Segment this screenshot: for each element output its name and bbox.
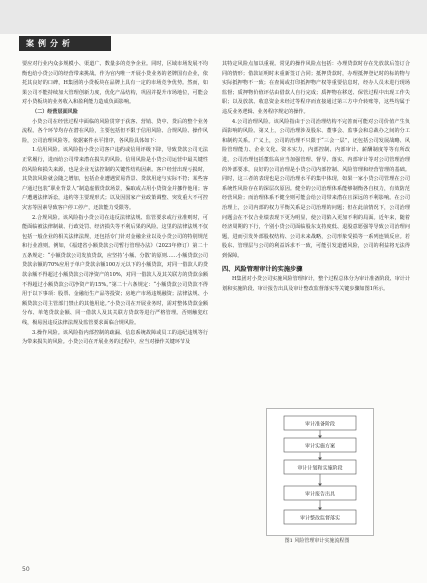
flow-step-label: 审计报告出具 (304, 491, 336, 498)
paragraph: 2.合规风险。该风险指小贷公司在违反法律法规、监管要求或行业准则时，可能面临被法律制裁、行政处罚、经济损失等不利后果的风险。这里的法律法规不仅包括一般企业的相关法律法规，还包括专门针对金融企业以及小贷公司的特别规范和行业准则。例如，《福建省小额贷款公司暂行管理办法》（2023年修订）第二十五条规定：“小额贷款公司发放贷款，应坚持‘小额、分散’的原则……小额贷款公司贷款余额的70%应用于单户贷款余额100万元以下的小额贷款，对同一借款人的贷款余额不得超过小额贷款公司净资产的10%，对同一借款人及其关联方的贷款余额不得超过小额贷款公司净资产的15%。”第二十六条规定：“小额贷款公司贷款不得用于以下事项：股票、金融衍生产品等投资；房地产市场违规融资；法律法规、小额贷款公司主管部门禁止的其他用途。”小贷公司在开展业务时，需对整体贷款金额分布、单笔贷款金额、同一借款人及其关联方贷款等进行严格管理。否则触犯红线，极易因违反法律法规及监管要求面临合规风险。 (22, 214, 208, 327)
section-tag: 案例分析 (19, 36, 111, 51)
flow-diagram (266, 408, 374, 536)
section-heading: 四、风险管理审计的实施步骤 (222, 266, 303, 274)
paragraph: 要应对行业内众多规模小、渠道广、数量多的竞争企业。同时，区域市场发展不均衡也给小贷公司的经营带来挑战。作为官内唯一开展小贷业务的老牌国有企业，依托其良好的口碑，H集团的小贷板块在品牌上具有一定的市场竞争优势。然而，如果公司不能持续加大管理创新力度，优化产品结构，巩固并提升市场地位，可能会对小贷板块的业务收入和盈利能力造成负面影响。 (22, 61, 208, 106)
flow-step-label: 审计整改监督落实 (299, 515, 341, 522)
paragraph: 其特定风险点加以重视。常见的操作风险点包括：办理贷款时存在先放款后签订合同的情形；借款证明时未重新签订合同；抵押贷款时，办理抵押登记时的标的物与实际抵押物不一致；在查阅或打印抵押物产权等重要信息时，经办人员未进行现场监督；质押物价值评估由借款人自行完成；质押物在移送、保管过程中出现工作失职；以及放款、收息资金未经过等程序而直接通过第三方中介转账等，这些均属于违反业务逻辑、业务程序规定的操作。 (222, 61, 410, 115)
paragraph: 4.公司治理风险。该风险指由于公司治理结构不完善而可能对公司价值产生负面影响的风险。第又上，公司治理涉及股东、董事会、监事会和总裁办之间的分工和制约关系。广义上，公司的治理不只限于“三会一层”，还包括公司发展战略、风险管理能力、企业文化、资本实力，内部控制、内部审计、薪酬制度等等有所改进，公司治理包括董监高应当加强管理、督导、落实、内部审计等对公司管理治理的外部要求，良好的公司治理是小贷公司内部控制、风险管理和经营管理的基础。同时，这三者的表现也是公司治理水平的集中体现，如果一家小贷公司管理在公司系统性风险存在的深层次原因。健全的公司治理体系能够制衡各自权力，有效防范经营风险；而治理体系不健全则可能会给公司带来潜在且深远的不利影响。在公司治理上，公司内部的权力平衡关系是公司治理的问题；但在此前情况下，公司治理问题会在不仅合业绩表现下更为明显，使公司陷入更加不利的局面。近年来，随着经济周期的下行，个别小贷公司面临股东支持度低、退股意愿强等导致公司治理问题，进而引发外部股权结构、公司未来战略，公司形象受损等一系列连锁反应。若股东、管理层与公司的利益诉求不一致，可能引发道德风险，公司的利益将无法得到保障。 (222, 118, 410, 259)
paragraph: 1.信用风险。该风险指小贷公司客户违约或信用评级下降，导致贷款公司无法正常履行，进而给公司带来潜在损失的风险。信用风险是小贷公司运营中最关键性的风险和损失来源，也是企业无法控制的关键性结构因素。客户经营出现亏损时，其贷款风险就会随之增加，包括企业遭遇贸易背景、贷款用途与实际不符；某些客户通过包装“职业背景人”制造虚假贷款场景，骗取或占用小贷资金并挪作他用；客户遭遇法律诉讼，违约等主要现形式；以及因国家产业政策调整、突发重大不可控灾害等因素导致客户停工停产，还款能力受限等。 (22, 147, 208, 211)
header-band (0, 0, 427, 34)
flow-step-label: 审计计划和实施阶段 (297, 465, 343, 472)
paragraph: H集团对小贷公司实施风险管理审计，整个过程总体分为审计准备阶段、审计计划和实施阶段、审计报告出具及审计整改监督落实等关键步骤如图1所示。 (222, 276, 410, 292)
audit-flow-figure (266, 408, 374, 536)
flow-step-label: 审计实施方案 (304, 443, 336, 450)
section-heading: （二）经营层面风险 (32, 108, 78, 115)
page-number: 50 (22, 566, 30, 573)
right-column (222, 60, 410, 294)
paragraph: 3.操作风险。该风险指内部控制的疏漏、信息系统故障或员工的违纪违规等行为带来损失的风险。小贷公司在开展业务的过程中，应当对操作关键环节及 (22, 329, 208, 346)
left-column (22, 60, 208, 348)
flow-step-label: 审计准备阶段 (304, 421, 336, 428)
paragraph: 小贷公司在经营过程中面临的风险贯穿于获客、营销、贷中、贷后的整个业务流程。各个环节均存在潜在风险，主要包括但不限于信用风险、合规风险、操作风险，公司治理风险等。依据案件水平排序，各风险具体如下： (22, 118, 208, 144)
figure-caption: 图1 风险管理审计实施流程图 (284, 538, 350, 544)
